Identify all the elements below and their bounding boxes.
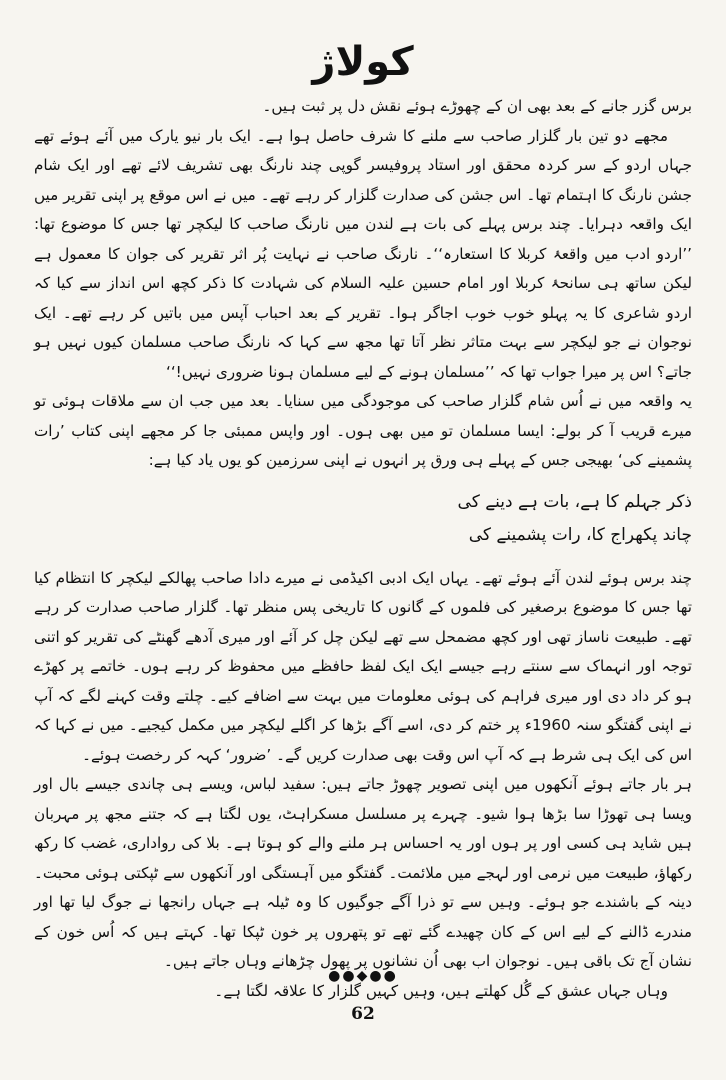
masthead-title: کولاژ [312,39,414,85]
page-number: 62 [351,1004,375,1024]
paragraph: برس گزر جانے کے بعد بھی ان کے چھوڑے ہوئے نقش دل پر ثبت ہیں۔ [262,97,692,115]
verse-line: ذکر جہلم کا ہے، بات ہے دینے کی [457,491,692,512]
paragraph: ہر بار جاتے ہوئے آنکھوں میں اپنی تصویر چھوڑ جاتے ہیں: سفید لباس، ویسے ہی چاندی جیسے بال اور ویسا ہی تھوڑا سا بڑھا ہوا شیو۔ چہرے پر مسلسل مسکراہٹ، یوں لگتا ہے کہ جتنے مجھ پر مہربان ہیں شاید ہی کسی اور پر ہوں اور یہ احساس ہر ملنے والے کو ہوتا ہے۔ بلا کی رواداری، غضب کا رکھ رکھاؤ، طبیعت میں نرمی اور لہجے میں ملائمت۔ گفتگو میں آہستگی اور آنکھوں سے ٹپکتی ہوئی محبت۔ دینہ کے باشندے جو ہوئے۔ وہیں سے تو ذرا آگے جوگیوں کا وہ ٹیلہ ہے جہاں رانجھا نے جوگ لیا تھا اور مندرے ڈالنے کے لیے اس کے کان چھیدے گئے تھے تو پتھروں پر خون ٹپکا تھا۔ کہتے ہیں کہ اُس خون کے نشان آج تک باقی ہیں۔ نوجوان اب بھی اُن نشانوں پر پھول چڑھانے وہاں جاتے ہیں۔ [34,775,692,970]
verse-block [34,486,692,552]
verse-line: چاند پکھراج کا، رات پشمینے کی [468,524,692,545]
article-body [34,92,692,1006]
paragraph: مجھے دو تین بار گلزار صاحب سے ملنے کا شرف حاصل ہوا ہے۔ ایک بار نیو یارک میں آئے ہوئے تھے جہاں اردو کے سر کردہ محقق اور استاد پروفیسر گوپی چند نارنگ بھی تشریف لائے تھے اور ایک شام جشن نارنگ کا اہتمام تھا۔ اس جشن کی صدارت گلزار کر رہے تھے۔ میں نے اس موقع پر اپنی تقریر میں ایک واقعہ دہرایا۔ چند برس پہلے کی بات ہے لندن میں نارنگ صاحب کا لیکچر تھا جس کا موضوع تھا: ’’اردو ادب میں واقعۂ کربلا کا استعارہ‘‘۔ نارنگ صاحب نے نہایت پُر اثر تقریر کی جوان کا معمول ہے لیکن ساتھ ہی سانحۂ کربلا اور امام حسین علیہ السلام کی شہادت کا ذکر کچھ اس انداز سے کیا کہ اردو شاعری کا یہ پہلو خوب خوب اجاگر ہوا۔ تقریر کے بعد احباب آپس میں باتیں کر رہے تھے۔ ایک نوجوان نے جو لیکچر سے بہت متاثر نظر آتا تھا مجھ سے کہا کہ نارنگ صاحب مسلمان کیوں نہیں ہو جاتے؟ اس پر میرا جواب تھا کہ ’’مسلمان ہونے کے لیے مسلمان ہونا ضروری نہیں!‘‘ [34,126,692,381]
paragraph: یہ واقعہ میں نے اُس شام گلزار صاحب کی موجودگی میں سنایا۔ بعد میں جب ان سے ملاقات ہوئی تو میرے قریب آ کر بولے: ایسا مسلمان تو میں بھی ہوں۔ اور واپس ممبئی جا کر مجھے اپنی کتاب ’رات پشمینے کی‘ بھیجی جس کے پہلے ہی ورق پر انہوں نے اپنی سرزمین کو یوں یاد کیا ہے: [34,392,692,469]
paragraph: وہاں جہاں عشق کے گُل کھلتے ہیں، وہیں کہیں گلزار کا علاقہ لگتا ہے۔ [214,981,668,1000]
paragraph: چند برس ہوئے لندن آئے ہوئے تھے۔ یہاں ایک ادبی اکیڈمی نے میرے دادا صاحب پھالکے لیکچر کا انتظام کیا تھا جس کا موضوع برصغیر کی فلموں کے گانوں کا تاریخی پس منظر تھا۔ گلزار صاحب صدارت کر رہے تھے۔ طبیعت ناساز تھی اور کچھ مضمحل سے تھے لیکن چل کر آئے اور میری آدھے گھنٹے کی تقریر کو اتنی توجہ اور انہماک سے سنتے رہے جیسے ایک ایک لفظ حافظے میں محفوظ کر رہے ہوں۔ خاتمے پر کھڑے ہو کر داد دی اور میری فراہم کی ہوئی معلومات میں بہت سے اضافے کیے۔ چلتے وقت کہنے لگے کہ آپ نے اپنی گفتگو سنہ 1960ء پر ختم کر دی، اسے آگے بڑھا کر اگلے لیکچر میں مکمل کیجیے۔ میں نے کہا کہ اس کی ایک ہی شرط ہے کہ آپ اس وقت بھی صدارت کریں گے۔ ’ضرور‘ کہہ کر رخصت ہوئے۔ [34,568,692,764]
section-ornament: ●●◆●● [328,968,398,984]
